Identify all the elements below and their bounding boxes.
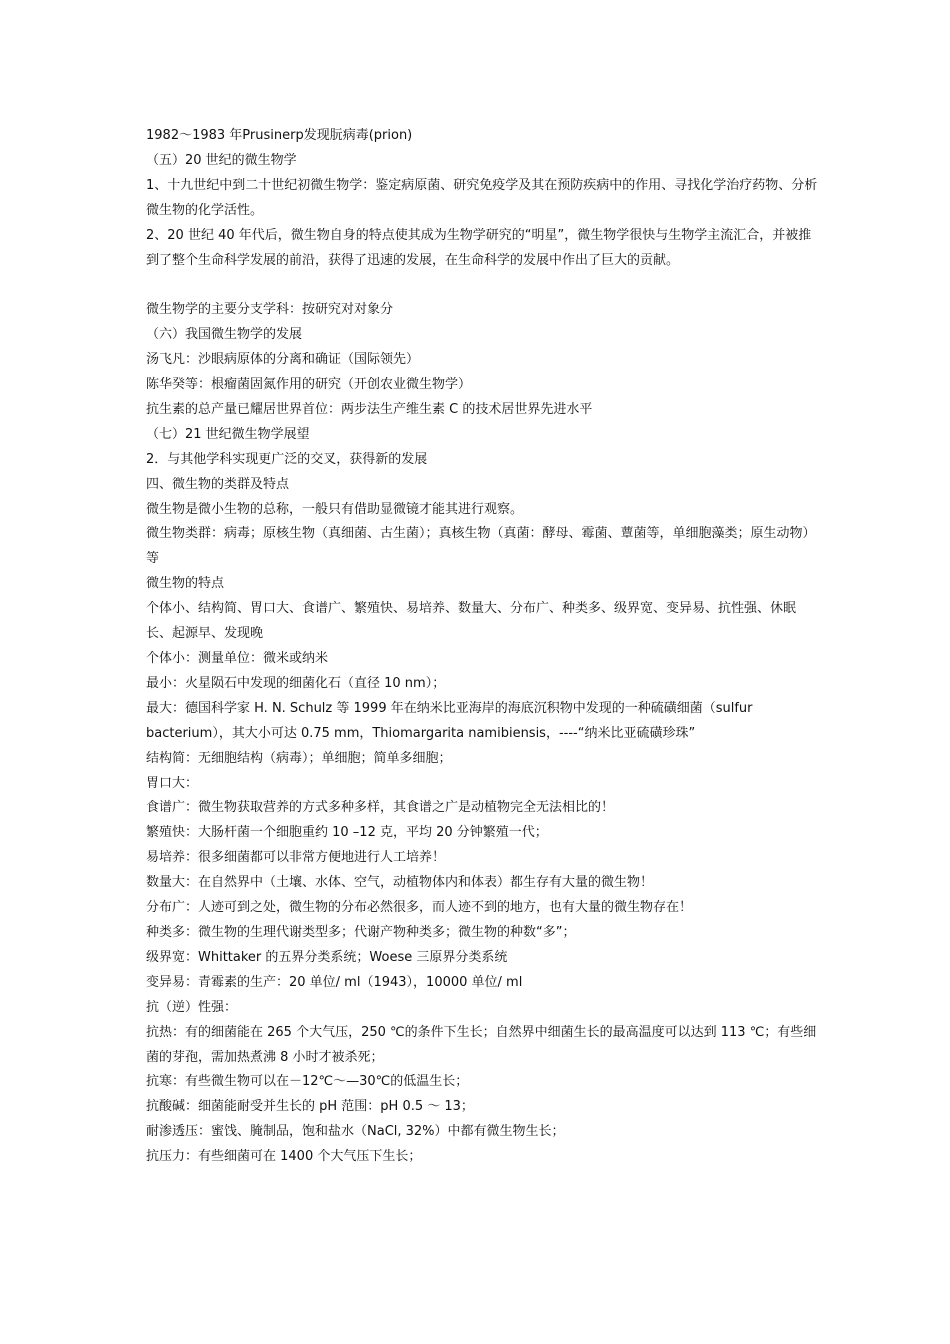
text-line-cold-resistance: 抗寒：有些微生物可以在－12℃～—30℃的低温生长； bbox=[146, 1074, 469, 1090]
text-line-big-appetite: 胃口大： bbox=[146, 775, 199, 791]
paragraph-groups: 微生物类群：病毒；原核生物（真细菌、古生菌）；真核生物（真菌：酵母、霉菌、蕈菌等，单细胞藻类；原生动物）等 bbox=[146, 526, 816, 567]
heading-characteristics: 微生物的特点 bbox=[146, 576, 225, 592]
text-line-branches: 微生物学的主要分支学科：按研究对对象分 bbox=[146, 302, 394, 318]
text-line-large-quantity: 数量大：在自然界中（土壤、水体、空气，动植物体内和体表）都生存有大量的微生物！ bbox=[146, 875, 654, 891]
text-line-fast-reproduction: 繁殖快：大肠杆菌一个细胞重约 10 –12 克，平均 20 分钟繁殖一代； bbox=[146, 825, 548, 841]
text-line-small-size: 个体小：测量单位：微米或纳米 bbox=[146, 651, 329, 667]
text-line-many-species: 种类多：微生物的生理代谢类型多；代谢产物种类多；微生物的种数“多”； bbox=[146, 924, 576, 940]
paragraph-19th-century: 1、十九世纪中到二十世纪初微生物学：鉴定病原菌、研究免疫学及其在预防疾病中的作用、寻找化学治疗药物、分析微生物的化学活性。 bbox=[146, 177, 818, 218]
text-line-easy-culture: 易培养：很多细菌都可以非常方便地进行人工培养！ bbox=[146, 850, 446, 866]
text-line-antibiotics: 抗生素的总产量已耀居世界首位：两步法生产维生素 C 的技术居世界先进水平 bbox=[146, 401, 593, 417]
text-line-chen-huagui: 陈华癸等：根瘤菌固氮作用的研究（开创农业微生物学） bbox=[146, 377, 472, 393]
text-line-simple-structure: 结构简：无细胞结构（病毒）；单细胞；简单多细胞； bbox=[146, 750, 452, 766]
heading-resistance: 抗（逆）性强： bbox=[146, 999, 238, 1015]
paragraph-heat-resistance: 抗热：有的细菌能在 265 个大气压，250 ℃的条件下生长；自然界中细菌生长的最高温度可以达到 113 ℃；有些细菌的芽孢，需加热煮沸 8 小时才被杀死； bbox=[146, 1024, 817, 1065]
document-page bbox=[146, 124, 818, 1170]
text-line-classification: 级界宽：Whittaker 的五界分类系统；Woese 三原界分类系统 bbox=[146, 949, 508, 965]
heading-21st-century: （七）21 世纪微生物学展望 bbox=[146, 426, 310, 442]
paragraph-largest: 最大：德国科学家 H. N. Schulz 等 1999 年在纳米比亚海岸的海底沉积物中发现的一种硫磺细菌（sulfur bacterium），其大小可达 0.75 mm，Thiomargarita namibiensis，----“纳米比亚硫磺珍珠” bbox=[146, 700, 753, 741]
text-line-variation: 变异易：青霉素的生产：20 单位/ ml（1943），10000 单位/ ml bbox=[146, 974, 523, 990]
heading-20th-century: （五）20 世纪的微生物学 bbox=[146, 152, 297, 168]
text-line-interdisciplinary: 2．与其他学科实现更广泛的交叉，获得新的发展 bbox=[146, 451, 428, 467]
text-line-tang-feifan: 汤飞凡：沙眼病原体的分离和确证（国际领先） bbox=[146, 352, 420, 368]
text-line-acid-base: 抗酸碱：细菌能耐受并生长的 pH 范围：pH 0.5 ～ 13； bbox=[146, 1099, 474, 1115]
paragraph-1940s: 2、20 世纪 40 年代后，微生物自身的特点使其成为生物学研究的“明星”，微生物学很快与生物学主流汇合，并被推到了整个生命科学发展的前沿，获得了迅速的发展，在生命科学的发展中作出了巨大的贡献。 bbox=[146, 227, 812, 268]
text-line-pressure: 抗压力：有些细菌可在 1400 个大气压下生长； bbox=[146, 1149, 422, 1165]
text-line-wide-diet: 食谱广：微生物获取营养的方式多种多样，其食谱之广是动植物完全无法相比的！ bbox=[146, 800, 615, 816]
text-line-osmotic: 耐渗透压：蜜饯、腌制品，饱和盐水（NaCl, 32%）中都有微生物生长； bbox=[146, 1124, 565, 1140]
text-line-smallest: 最小：火星陨石中发现的细菌化石（直径 10 nm）； bbox=[146, 675, 446, 691]
text-line-prion: 1982～1983 年Prusinerp发现朊病毒(prion) bbox=[146, 128, 413, 143]
text-line-definition: 微生物是微小生物的总称，一般只有借助显微镜才能其进行观察。 bbox=[146, 501, 524, 517]
heading-section-four: 四、微生物的类群及特点 bbox=[146, 476, 290, 492]
text-line-wide-distribution: 分布广：人迹可到之处，微生物的分布必然很多，而人迹不到的地方，也有大量的微生物存在！ bbox=[146, 900, 693, 916]
heading-china-development: （六）我国微生物学的发展 bbox=[146, 327, 303, 343]
blank-line bbox=[146, 273, 818, 298]
paragraph-characteristics-list: 个体小、结构简、胃口大、食谱广、繁殖快、易培养、数量大、分布广、种类多、级界宽、变异易、抗性强、休眠长、起源早、发现晚 bbox=[146, 601, 797, 642]
